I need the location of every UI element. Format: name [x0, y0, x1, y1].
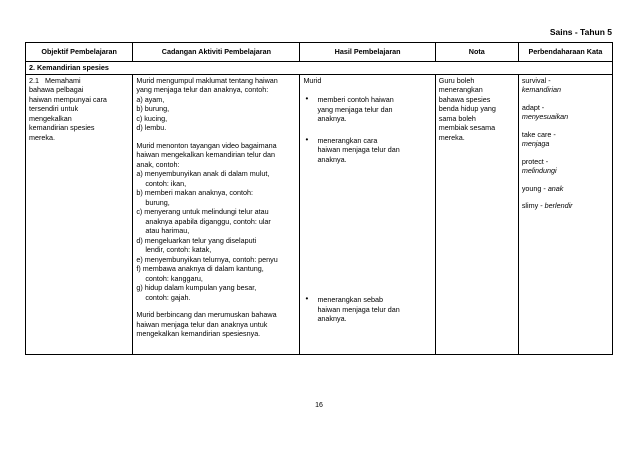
vocab-malay: kemandirian: [521, 85, 561, 94]
vocab-english: take care -: [521, 129, 556, 139]
outcome-line: menerangkan cara: [317, 135, 378, 145]
page-number: 16: [315, 402, 323, 409]
vocab-english: adapt -: [521, 102, 545, 112]
vocab-item: [522, 103, 609, 122]
note-line: membiak sesama: [438, 123, 496, 132]
activity-list-continuation: anaknya apabila diganggu, contoh: ular: [145, 216, 271, 226]
activity-list-continuation: contoh: ikan,: [145, 178, 187, 188]
activity-list-item: e) menyembunyikan telurnya, contoh: penyu: [136, 254, 278, 264]
vocab-malay: menjaga: [521, 139, 550, 148]
objective-number: 2.1: [29, 75, 39, 85]
activity-summary-line: Murid berbincang dan merumuskan bahawa: [136, 310, 277, 319]
activity-list-continuation: burung,: [145, 197, 170, 207]
vocab-item: [522, 130, 609, 149]
vocab-item: [522, 184, 609, 194]
activity-intro-line: Murid mengumpul maklumat tentang haiwan: [136, 75, 278, 85]
vocab-malay: melindungi: [521, 166, 557, 175]
lesson-plan-table: [25, 42, 613, 355]
outcome-line: anaknya.: [317, 114, 347, 123]
activity-video-line: haiwan mengekalkan kemandirian telur dan: [136, 150, 275, 159]
objective-line: bahawa pelbagai: [29, 85, 84, 94]
objective-line: haiwan mempunyai cara: [29, 94, 107, 104]
notes-cell: [435, 74, 518, 354]
outcomes-label: Murid: [303, 75, 322, 85]
activity-intro-line: yang menjaga telur dan anaknya, contoh:: [136, 85, 269, 94]
vocab-english: survival -: [521, 75, 551, 85]
activity-list-item: a) menyembunyikan anak di dalam mulut,: [136, 169, 270, 178]
activity-list-item: d) mengeluarkan telur yang diselaputi: [136, 235, 257, 245]
activity-list-item: b) memberi makan anaknya, contoh:: [136, 188, 253, 197]
activity-list-item: c) menyerang untuk melindungi telur atau: [136, 207, 269, 216]
table-header-row: [26, 43, 613, 62]
activity-example: c) kucing,: [136, 113, 168, 123]
vocabulary-cell: [518, 74, 612, 354]
objective-line: mengekalkan: [29, 113, 72, 123]
objective-text: Memahami: [45, 75, 81, 85]
column-header-notes: Nota: [435, 43, 518, 62]
activity-list-item: f) membawa anaknya di dalam kantung,: [136, 264, 264, 273]
vocab-item: [522, 201, 609, 211]
activity-list-continuation: contoh: kanggaru,: [145, 273, 203, 283]
column-header-objective: Objektif Pembelajaran: [26, 43, 133, 62]
outcome-line: menerangkan sebab: [317, 295, 383, 304]
column-header-activities: Cadangan Aktiviti Pembelajaran: [133, 43, 300, 62]
page-header: Sains - Tahun 5: [549, 27, 612, 37]
vocab-english: young -: [521, 183, 546, 193]
activity-list-continuation: atau harimau,: [145, 226, 190, 235]
note-line: mereka.: [438, 132, 465, 142]
outcome-line: anaknya.: [317, 154, 347, 164]
outcome-item: [303, 136, 431, 165]
objective-line: tersendiri untuk: [29, 104, 79, 113]
activity-list-item: g) hidup dalam kumpulan yang besar,: [136, 283, 257, 292]
activity-list-continuation: contoh: gajah.: [145, 292, 191, 302]
activity-video-line: Murid menonton tayangan video bagaimana: [136, 140, 277, 150]
note-line: bahawa spesies: [438, 94, 491, 104]
column-header-vocabulary: Perbendaharaan Kata: [518, 43, 612, 62]
activity-summary-line: haiwan menjaga telur dan anaknya untuk: [136, 319, 268, 329]
bullet-icon: •: [305, 94, 309, 103]
note-line: sama boleh: [438, 113, 476, 123]
vocab-malay: anak: [547, 183, 564, 193]
bullet-icon: •: [305, 294, 309, 303]
activities-cell: [133, 74, 300, 354]
activity-example: a) ayam,: [136, 94, 165, 104]
activity-summary-line: mengekalkan kemandirian spesiesnya.: [136, 329, 261, 338]
section-row: [26, 62, 613, 75]
objective-line: kemandirian spesies: [29, 123, 95, 132]
vocab-malay: menyesuaikan: [521, 112, 569, 121]
vocab-item: [522, 157, 609, 176]
outcome-line: haiwan menjaga telur dan: [317, 145, 400, 154]
column-header-outcomes: Hasil Pembelajaran: [300, 43, 435, 62]
vocab-malay: berlendir: [544, 201, 573, 210]
note-line: benda hidup yang: [438, 104, 496, 113]
section-title: 2. Kemandirian spesies: [26, 62, 613, 75]
note-line: menerangkan: [438, 85, 483, 94]
outcome-item: [303, 95, 431, 124]
activity-video-line: anak, contoh:: [136, 159, 180, 169]
bullet-icon: •: [305, 134, 309, 144]
outcome-line: anaknya.: [317, 314, 347, 323]
activity-example: b) burung,: [136, 104, 170, 113]
outcome-item: [303, 295, 431, 324]
vocab-english: protect -: [521, 156, 549, 166]
objective-cell: [26, 74, 133, 354]
vocab-english: slimy -: [521, 201, 543, 210]
outcome-line: memberi contoh haiwan: [317, 95, 394, 104]
outcomes-cell: [300, 74, 435, 354]
activity-example: d) lembu.: [136, 123, 167, 132]
vocab-inline: [522, 184, 609, 194]
vocab-item: [522, 76, 609, 95]
outcome-line: haiwan menjaga telur dan: [317, 304, 400, 314]
objective-line: mereka.: [29, 132, 55, 142]
vocab-inline: [522, 201, 609, 211]
activity-list-continuation: lendir, contoh: katak,: [145, 245, 212, 254]
content-row: [26, 74, 613, 354]
objective-first-line: [29, 76, 129, 86]
outcome-line: yang menjaga telur dan: [317, 104, 393, 114]
note-line: Guru boleh: [438, 75, 475, 85]
